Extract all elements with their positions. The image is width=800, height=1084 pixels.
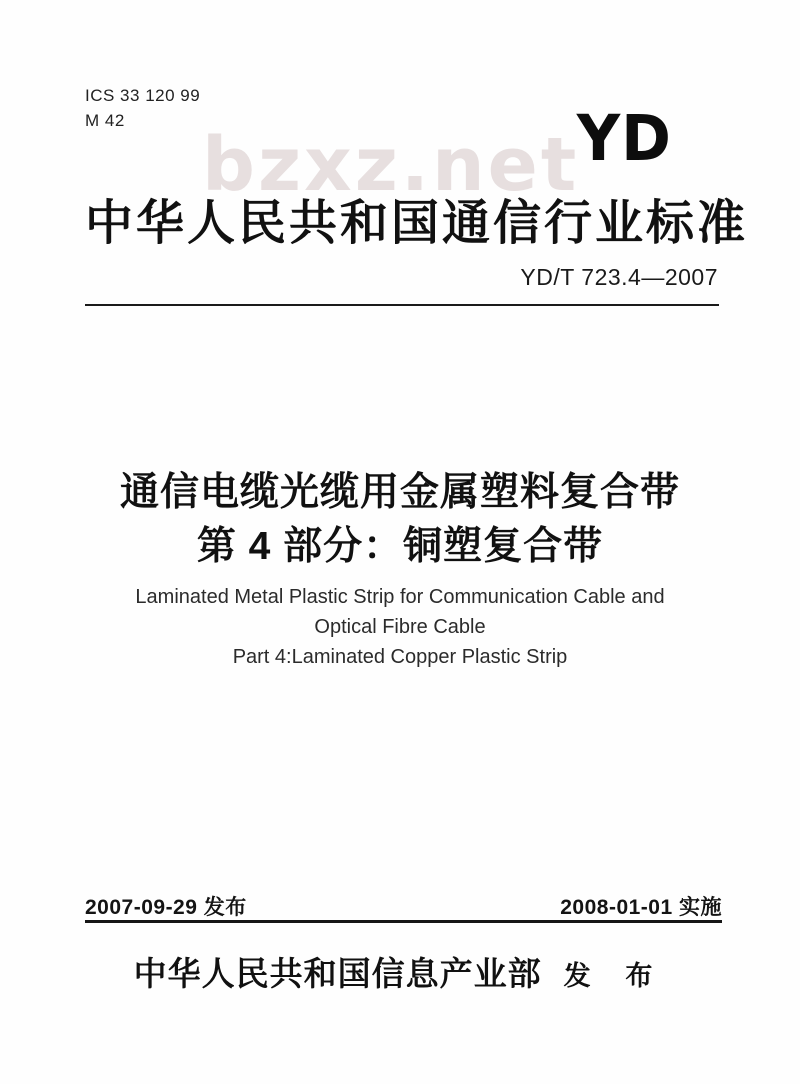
issue-date: 2007-09-29 发布: [85, 896, 247, 919]
title-cn-line2: 第 4 部分：铜塑复合带: [196, 525, 604, 568]
ics-code: ICS 33 120 99: [85, 86, 201, 105]
standard-name-heading: 中华人民共和国通信行业标准: [85, 197, 749, 250]
classification-codes: [85, 83, 200, 133]
title-en-line3: Part 4:Laminated Copper Plastic Strip: [232, 646, 568, 668]
date-row: [85, 891, 722, 921]
standard-number: YD/T 723.4—2007: [520, 264, 718, 290]
document-title-chinese: [0, 468, 800, 572]
title-en-line1: Laminated Metal Plastic Strip for Communication Cable and: [135, 586, 665, 608]
publisher-row: [0, 948, 800, 995]
watermark: bzxz.net: [202, 122, 580, 208]
yd-logo: YD: [576, 102, 672, 176]
publisher-name: 中华人民共和国信息产业部: [133, 957, 542, 993]
implementation-date: 2008-01-01 实施: [560, 896, 722, 919]
header-divider-rule: [85, 304, 719, 306]
footer-divider-rule: [85, 920, 722, 923]
title-en-line2: Optical Fibre Cable: [314, 616, 486, 638]
publish-label: 发 布: [563, 961, 667, 991]
document-title-english: [0, 582, 800, 672]
doc-class-code: M 42: [85, 111, 125, 130]
title-cn-line1: 通信电缆光缆用金属塑料复合带: [119, 471, 680, 514]
